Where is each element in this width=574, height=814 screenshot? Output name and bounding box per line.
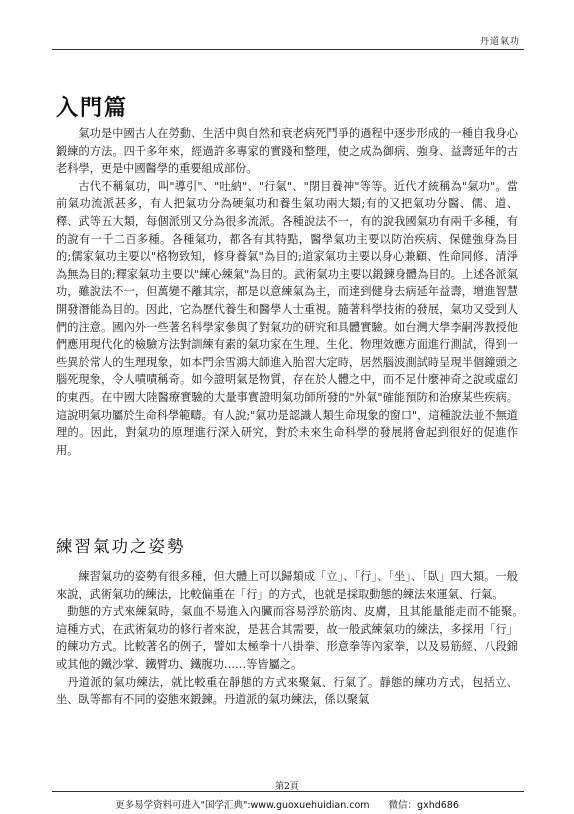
intro-body	[56, 125, 518, 459]
header-divider	[52, 49, 524, 50]
paragraph: 古代不稱氣功，叫"導引"、"吐納"、"行氣"、"閉目養神"等等。近代才統稱為"氣功"。當前氣功流派甚多，有人把氣功分為硬氣功和養生氣功兩大類;有的又把氣功分醫、儒、道、釋、武等五大類，每個派別又分為很多流派。各種說法不一，有的說我國氣功有兩千多種，有的說有一千二百多種。各種氣功，都各有其特點，醫學氣功主要以防治疾病、保健強身為目的;儒家氣功主要以"格物致知，修身養氣"為目的;道家氣功主要以身心兼顧、性命同修、清淨為無為目的;釋家氣功主要以"練心練氣"為目的。武術氣功主要以鍛鍊身體為目的。上述各派氣功，雖說法不一，但萬變不離其宗，都是以意練氣為主，而達到健身去病延年益壽，增進智慧開發潛能為目的。因此，它為歷代養生和醫學人士重視。隨著科學技術的發展，氣功又受到人們的注意。國內外一些著名科學家參與了對氣功的研究和具體實驗。如台灣大學李嗣涔教授他們應用現代化的檢驗方法對訓練有素的氣功家在生理、生化、物理效應方面進行測試，得到一些異於常人的生理現象，如本門余雪鴻大師進入胎習大定時，居然腦波測試時呈現半個鐘頭之腦死現象，令人嘖嘖稱奇。如今證明氣是物質，存在於人體之中，而不足什麼神奇之說或虛幻的東西。在中國大陸醫療實驗的大量事實證明氣功師所發的"外氣"確能預防和治療某些疾病。這說明氣功屬於生命科學範疇。有人說;"氣功是認識人類生命現象的窗口"，這種說法並不無道理的。因此，對氣功的原理進行深入研究，對於未來生命科學的發展將會起到很好的促進作用。	[56, 179, 518, 457]
footer-divider	[52, 791, 524, 792]
posture-body	[56, 568, 530, 709]
page-number: 第2頁	[275, 782, 299, 792]
paragraph: 動態的方式來練氣時，氣血不易進入內臟而容易浮於筋肉、皮膚，且其能量能走而不能聚。 這種方式，在武術氣功的修行者來說，是甚合其需要，故一般武練氣功的練法，多採用「行」的練功方式。比較著名的例子，譬如太極拳十八掛拳、形意拳等內家拳，以及易筋經、八段錦或其他的鐵沙掌、鐵臂功、鐵腹功……等皆屬之。	[56, 605, 530, 671]
footer-ad-text: 更多易学资料可进入"国学汇典":www.guoxuehuidian.com 微信：gxhd686	[115, 800, 459, 811]
paragraph: 氣功是中國古人在勞動、生活中與自然和衰老病死鬥爭的過程中逐步形成的一種自我身心鍛練的方法。四千多年來，經過許多專家的實踐和整理，使之成為御病、強身、益壽延年的古老科學，更是中國醫學的重要組成部份。	[56, 127, 518, 176]
section-title: 練習氣功之姿勢	[56, 537, 186, 556]
running-header-title: 丹道氣功	[479, 37, 520, 47]
chapter-title: 入門篇	[56, 95, 129, 121]
paragraph: 丹道派的氣功練法，就比較重在靜態的方式來聚氣、行氣了。靜態的練功方式，包括立、坐、臥等都有不同的姿態來鍛鍊。丹道派的氣功練法，係以聚氣	[56, 675, 518, 707]
paragraph: 練習氣功的姿勢有很多種，但大體上可以歸類成「立」、「行」、「坐」、「臥」四大類。一般來說，武術氣功的練法，比較偏重在「行」的方式，也就是採取動態的練法來運氣、行氣。	[56, 570, 518, 601]
